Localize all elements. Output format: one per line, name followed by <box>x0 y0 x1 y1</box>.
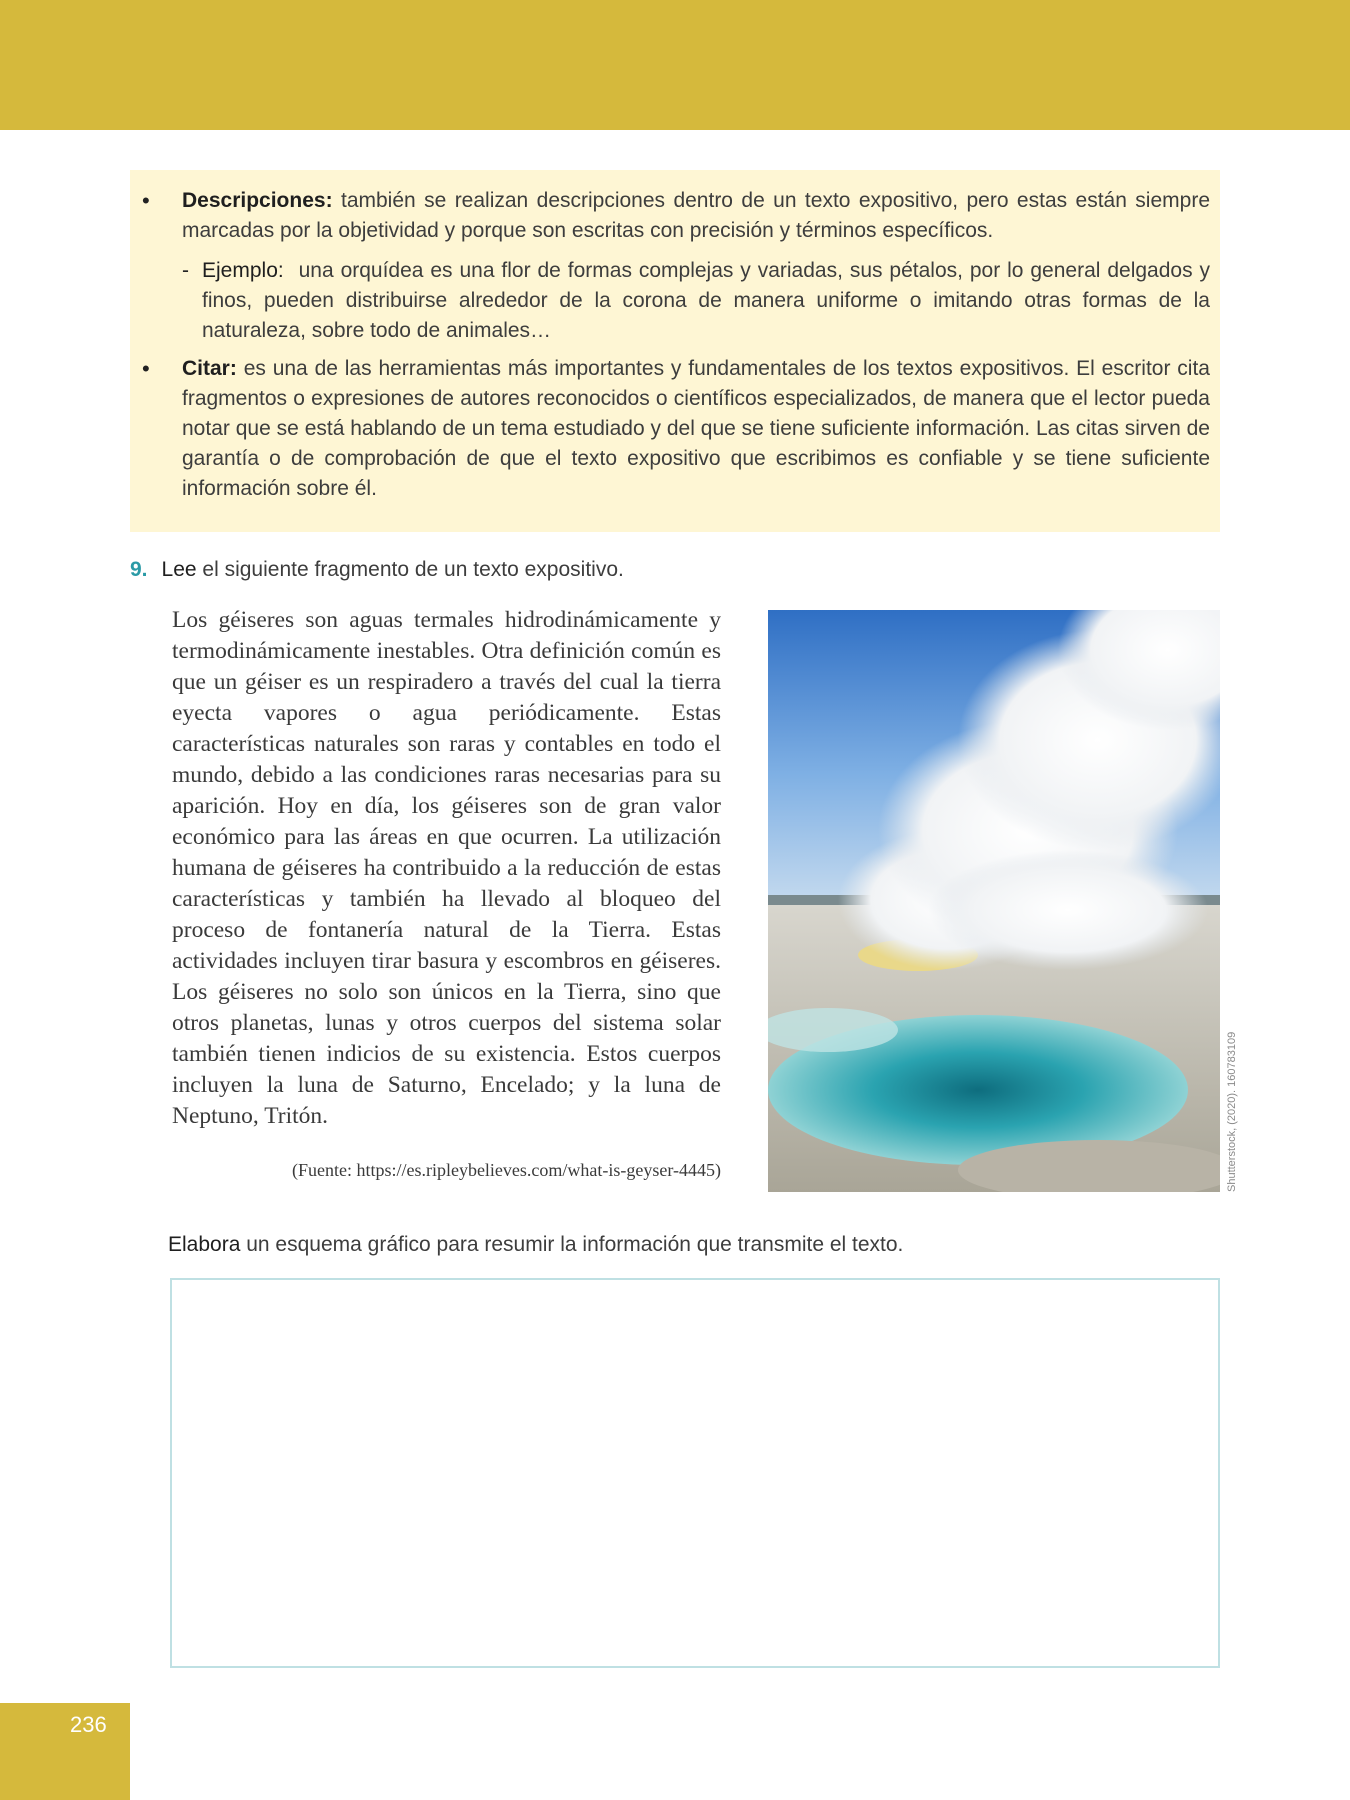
question-number: 9. <box>130 558 148 581</box>
task-text: un esquema gráfico para resumir la información que transmite el texto. <box>246 1233 904 1256</box>
bullet-descripciones <box>130 186 1210 246</box>
bullet-text: también se realizan descripciones dentro de un texto expositivo, pero estas están siempre marcadas por la objetividad y porque son escritas con precisión y términos específicos. <box>182 189 1210 242</box>
bullet-term: Citar: <box>182 357 237 380</box>
info-box <box>130 170 1220 532</box>
question-text: el siguiente fragmento de un texto expositivo. <box>202 558 624 581</box>
task-verb: Elabora <box>168 1233 241 1256</box>
bullet-dot: • <box>142 356 150 381</box>
bullet-citar <box>130 354 1210 504</box>
task-instruction <box>168 1230 903 1260</box>
bullet-dot: • <box>142 188 150 213</box>
example-item <box>182 256 1210 346</box>
question-verb: Lee <box>161 558 197 581</box>
photo-credit: Shutterstock, (2020). 160783109 <box>1226 1031 1238 1192</box>
bullet-text: es una de las herramientas más importantes y fundamentales de los textos expositivos. El escritor cita fragmentos o expresiones de autores reconocidos o científicos especializados, de manera que el lector pueda notar que se está hablando de un tema estudiado y del que se tiene suficiente información. Las citas sirven de garantía o de comprobación de que el texto expositivo que escribimos es confiable y se tiene suficiente información sobre él. <box>182 357 1210 500</box>
passage-source: (Fuente: https://es.ripleybelieves.com/what-is-geyser-4445) <box>291 1160 721 1180</box>
geyser-photo <box>768 610 1220 1192</box>
page-number-tab <box>0 1703 130 1800</box>
passage-text: Los géiseres son aguas termales hidrodinámicamente y termodinámicamente inestables. Otra definición común es que un géiser es un respiradero a través del cual la tierra eyecta vapores o agua periódicamente. Estas características naturales son raras y contables en todo el mundo, debido a las condiciones raras necesarias para su aparición. Hoy en día, los géiseres son de gran valor económico para las áreas en que ocurren. La utilización humana de géiseres ha contribuido a la reducción de estas características y también ha llevado al bloqueo del proceso de fontanería natural de la Tierra. Estas actividades incluyen tirar basura y escombros en géiseres. Los géiseres no solo son únicos en la Tierra, sino que otros planetas, lunas y otros cuerpos del sistema solar también tienen indicios de su existencia. Estos cuerpos incluyen la luna de Saturno, Encelado; y la luna de Neptuno, Tritón. <box>172 607 721 1129</box>
example-text: una orquídea es una flor de formas complejas y variadas, sus pétalos, por lo general delgados y finos, pueden distribuirse alrededor de la corona de manera uniforme o imitando otras formas de la naturaleza, sobre todo de animales… <box>202 259 1210 342</box>
header-band <box>0 0 1350 130</box>
page-number: 236 <box>70 1712 107 1737</box>
bullet-term: Descripciones: <box>182 189 333 212</box>
answer-area[interactable] <box>170 1278 1220 1668</box>
example-label: Ejemplo: <box>202 259 284 282</box>
dash-marker: - <box>182 259 189 282</box>
question-9 <box>130 555 624 585</box>
